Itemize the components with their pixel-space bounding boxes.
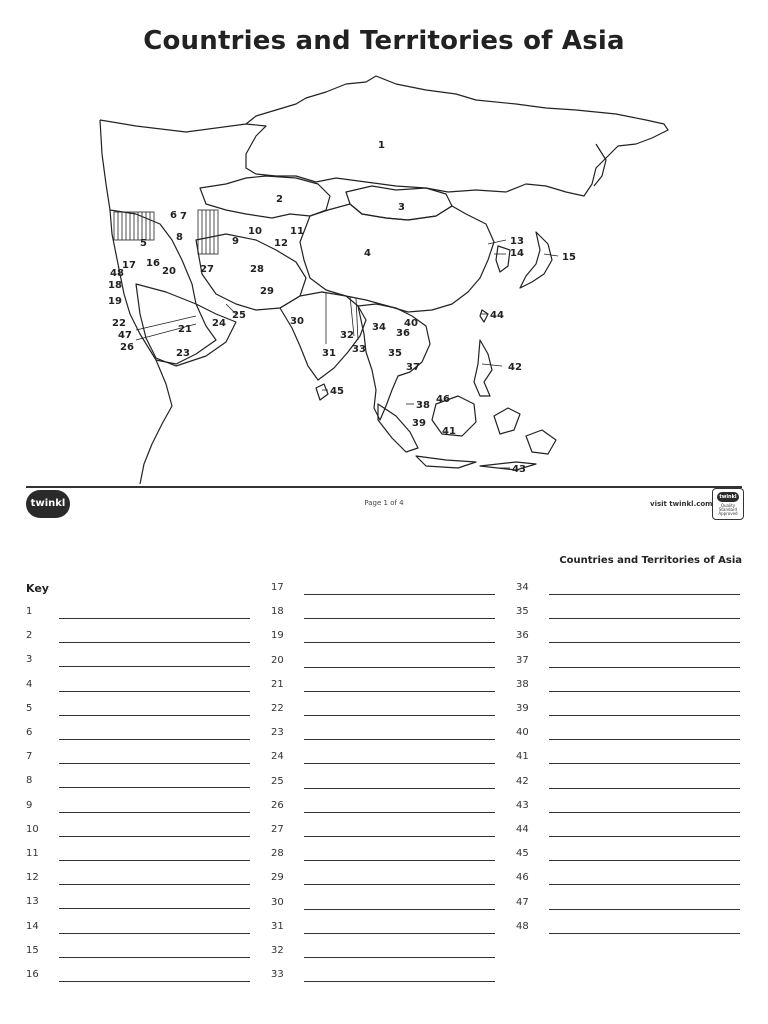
answer-line[interactable]: [549, 812, 740, 813]
answer-line[interactable]: [549, 933, 740, 934]
answer-line[interactable]: [304, 642, 495, 643]
answer-line[interactable]: [59, 884, 250, 885]
map-label: 40: [404, 318, 418, 329]
map-label: 22: [112, 318, 126, 329]
answer-line[interactable]: [549, 909, 740, 910]
map-label: 11: [290, 226, 304, 237]
key-number: 40: [516, 727, 529, 739]
key-row: [516, 655, 742, 675]
key-row: [26, 848, 252, 868]
answer-line[interactable]: [549, 715, 740, 716]
key-row: [271, 800, 497, 820]
key-number: 35: [516, 606, 529, 618]
key-number: 25: [271, 775, 284, 787]
key-row: [271, 703, 497, 723]
answer-line[interactable]: [304, 667, 495, 668]
key-number: 13: [26, 896, 39, 908]
answer-line[interactable]: [304, 884, 495, 885]
answer-line[interactable]: [59, 787, 250, 788]
map-label: 39: [412, 418, 426, 429]
map-label: 25: [232, 310, 246, 321]
key-row: [26, 969, 252, 989]
map-label: 5: [140, 238, 147, 249]
map-label: 47: [118, 330, 132, 341]
key-number: 44: [516, 824, 529, 835]
key-row: [516, 897, 742, 917]
key-row: [271, 679, 497, 699]
key-number: 9: [26, 799, 33, 811]
key-row: [271, 824, 497, 844]
map-label: 42: [508, 362, 522, 373]
key-number: 8: [26, 775, 33, 787]
key-row: [271, 921, 497, 941]
key-number: 46: [516, 872, 529, 884]
answer-line[interactable]: [549, 884, 740, 885]
key-number: 1: [26, 606, 33, 617]
badge-logo: twinkl: [717, 492, 739, 502]
key-number: 10: [26, 823, 39, 835]
key-number: 15: [26, 944, 39, 956]
key-row: [26, 945, 252, 965]
map-label: 37: [406, 362, 420, 373]
key-row: [26, 606, 252, 626]
answer-line[interactable]: [549, 836, 740, 837]
map-label: 38: [416, 400, 430, 411]
key-row: [271, 751, 497, 771]
answer-line[interactable]: [59, 642, 250, 643]
key-row: [271, 848, 497, 868]
key-number: 21: [271, 678, 284, 690]
answer-line[interactable]: [549, 667, 740, 668]
key-row: [516, 848, 742, 868]
key-number: 4: [26, 678, 33, 690]
key-row: [516, 582, 742, 602]
map-label: 10: [248, 226, 262, 237]
quality-badge-icon: [712, 488, 744, 520]
key-number: 31: [271, 920, 284, 932]
key-row: [516, 630, 742, 650]
key-number: 23: [271, 727, 284, 739]
answer-line[interactable]: [304, 618, 495, 619]
map-label: 48: [110, 268, 124, 279]
answer-line[interactable]: [549, 788, 740, 789]
answer-line[interactable]: [549, 642, 740, 643]
key-number: 18: [271, 606, 284, 618]
key-number: 48: [516, 920, 529, 932]
key-row: [26, 727, 252, 747]
key-row: [271, 582, 497, 602]
key-row: [26, 896, 252, 916]
key-row: [516, 679, 742, 699]
key-row: [516, 703, 742, 723]
map-label: 31: [322, 348, 336, 359]
map-label: 2: [276, 194, 283, 205]
key-number: 16: [26, 969, 39, 980]
answer-line[interactable]: [59, 957, 250, 958]
answer-line[interactable]: [304, 812, 495, 813]
answer-line[interactable]: [59, 836, 250, 837]
map-label: 13: [510, 236, 524, 247]
key-row: [516, 727, 742, 747]
asia-map: [96, 64, 676, 488]
answer-line[interactable]: [59, 715, 250, 716]
map-label: 41: [442, 426, 456, 437]
key-number: 30: [271, 896, 284, 908]
answer-line[interactable]: [59, 860, 250, 861]
key-number: 5: [26, 702, 33, 714]
key-number: 39: [516, 703, 529, 714]
answer-line[interactable]: [304, 788, 495, 789]
key-row: [271, 727, 497, 747]
page-title: Countries and Territories of Asia: [143, 26, 625, 56]
answer-line[interactable]: [304, 957, 495, 958]
key-row: [271, 872, 497, 892]
map-label: 17: [122, 260, 136, 271]
key-number: 33: [271, 969, 284, 981]
key-row: [26, 751, 252, 771]
map-label: 16: [146, 258, 160, 269]
answer-line[interactable]: [304, 763, 495, 764]
key-row: [26, 921, 252, 941]
key-row: [516, 776, 742, 796]
map-label: 24: [212, 318, 226, 329]
map-label: 44: [490, 310, 504, 321]
key-number: 20: [271, 654, 284, 666]
map-label: 14: [510, 248, 524, 259]
map-label: 36: [396, 328, 410, 339]
key-row: [271, 630, 497, 650]
key-row: [516, 824, 742, 844]
key-number: 36: [516, 630, 529, 642]
key-row: [26, 654, 252, 674]
key-row: [271, 897, 497, 917]
answer-line[interactable]: [304, 909, 495, 910]
answer-line[interactable]: [549, 860, 740, 861]
map-label: 32: [340, 330, 354, 341]
key-number: 29: [271, 872, 284, 884]
key-number: 26: [271, 799, 284, 811]
key-row: [271, 655, 497, 675]
key-number: 34: [516, 582, 529, 593]
map-label: 19: [108, 296, 122, 307]
key-row: [26, 775, 252, 795]
map-label: 20: [162, 266, 176, 277]
answer-line[interactable]: [59, 812, 250, 813]
answer-line[interactable]: [59, 666, 250, 667]
map-label: 46: [436, 394, 450, 405]
key-row: [516, 800, 742, 820]
key-row: [271, 945, 497, 965]
answer-line[interactable]: [59, 618, 250, 619]
key-number: 37: [516, 654, 529, 666]
map-label: 27: [200, 264, 214, 275]
answer-line[interactable]: [549, 691, 740, 692]
map-label: 12: [274, 238, 288, 249]
key-number: 41: [516, 751, 529, 763]
map-label: 43: [512, 464, 526, 475]
key-row: [516, 751, 742, 771]
map-label: 6: [170, 210, 177, 221]
key-number: 7: [26, 751, 33, 763]
key-row: [26, 824, 252, 844]
map-label: 3: [398, 202, 405, 213]
answer-line[interactable]: [549, 763, 740, 764]
answer-line[interactable]: [549, 618, 740, 619]
key-number: 24: [271, 751, 284, 763]
key-number: 11: [26, 848, 39, 859]
key-row: [271, 776, 497, 796]
answer-line[interactable]: [549, 594, 740, 595]
map-label: 45: [330, 386, 344, 397]
answer-line[interactable]: [59, 763, 250, 764]
answer-line[interactable]: [304, 594, 495, 595]
map-label: 35: [388, 348, 402, 359]
answer-line[interactable]: [59, 908, 250, 909]
map-label: 7: [180, 211, 187, 222]
answer-line[interactable]: [59, 739, 250, 740]
answer-line[interactable]: [304, 691, 495, 692]
map-label: 33: [352, 344, 366, 355]
key-number: 17: [271, 582, 284, 593]
answer-line[interactable]: [59, 691, 250, 692]
key-number: 28: [271, 848, 284, 860]
key-row: [271, 606, 497, 626]
key-number: 6: [26, 727, 33, 738]
map-label: 29: [260, 286, 274, 297]
answer-line[interactable]: [304, 715, 495, 716]
key-number: 43: [516, 799, 529, 811]
page-number: Page 1 of 4: [364, 499, 404, 507]
key-row: [516, 606, 742, 626]
key-number: 42: [516, 775, 529, 787]
map-label: 8: [176, 232, 183, 243]
key-heading: Key: [26, 582, 49, 595]
key-row: [26, 800, 252, 820]
key-row: [26, 872, 252, 892]
key-number: 12: [26, 872, 39, 884]
answer-line[interactable]: [59, 981, 250, 982]
map-label: 23: [176, 348, 190, 359]
key-row: [26, 630, 252, 650]
key-row: [516, 921, 742, 941]
badge-text: Quality Standard Approved: [718, 503, 738, 516]
map-label: 34: [372, 322, 386, 333]
visit-link[interactable]: visit twinkl.com: [650, 500, 713, 508]
key-number: 45: [516, 848, 529, 860]
answer-line[interactable]: [304, 933, 495, 934]
key-number: 3: [26, 654, 33, 666]
key-number: 47: [516, 896, 529, 908]
map-label: 28: [250, 264, 264, 275]
key-number: 38: [516, 678, 529, 690]
asia-outline-map: [96, 64, 676, 488]
answer-line[interactable]: [304, 836, 495, 837]
answer-line[interactable]: [549, 739, 740, 740]
map-label: 15: [562, 252, 576, 263]
key-number: 14: [26, 920, 39, 932]
map-label: 9: [232, 236, 239, 247]
section-title: Countries and Territories of Asia: [559, 555, 742, 566]
map-label: 18: [108, 280, 122, 291]
key-number: 27: [271, 824, 284, 835]
key-row: [271, 969, 497, 989]
key-number: 2: [26, 630, 33, 642]
map-label: 1: [378, 140, 385, 151]
key-number: 32: [271, 945, 284, 956]
key-row: [26, 703, 252, 723]
answer-line[interactable]: [304, 739, 495, 740]
key-number: 22: [271, 703, 284, 714]
footer-divider: [26, 486, 742, 488]
map-label: 30: [290, 316, 304, 327]
answer-line[interactable]: [304, 981, 495, 982]
map-label: 21: [178, 324, 192, 335]
key-row: [26, 679, 252, 699]
key-row: [516, 872, 742, 892]
map-label: 26: [120, 342, 134, 353]
answer-line[interactable]: [304, 860, 495, 861]
answer-line[interactable]: [59, 933, 250, 934]
twinkl-logo: twinkl: [26, 490, 70, 518]
key-number: 19: [271, 630, 284, 642]
map-label: 4: [364, 248, 371, 259]
